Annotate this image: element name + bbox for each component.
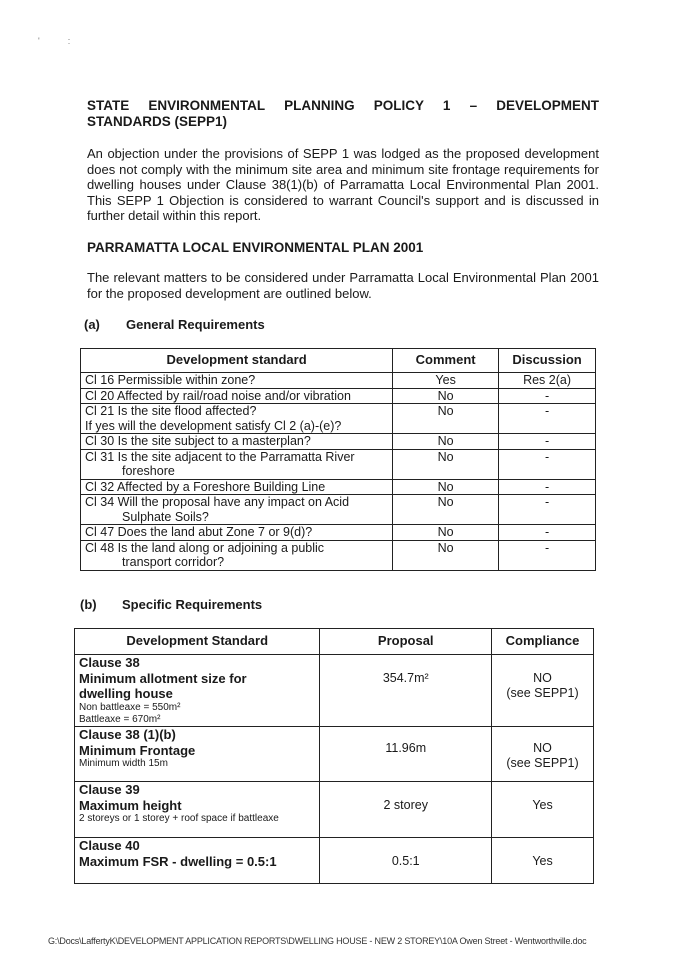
standard-cell: Cl 31 Is the site adjacent to the Parramatta River foreshore: [81, 449, 393, 479]
sepp1-paragraph: An objection under the provisions of SEPP 1 was lodged as the proposed development does not comply with the minimum site area and minimum site frontage requirements for dwelling houses under Clause 38(1)(b) of Parramatta Local Environmental Plan 2001. This SEPP 1 Objection is considered to warrant Council's support and is discussed in further detail within this report.: [87, 146, 599, 223]
section-title: General Requirements: [126, 317, 265, 332]
table-row: [81, 404, 596, 434]
standard-cell: Clause 38 Minimum allotment size for dwelling house Non battleaxe = 550m² Battleaxe = 670m²: [75, 655, 320, 727]
table-row: [81, 479, 596, 495]
general-requirements-heading: [84, 317, 265, 332]
table-row: [81, 373, 596, 389]
standard-cell: Cl 47 Does the land abut Zone 7 or 9(d)?: [81, 525, 393, 541]
column-header: Development standard: [81, 349, 393, 373]
table-header-row: [75, 629, 594, 655]
standard-cell: Clause 40 Maximum FSR - dwelling = 0.5:1: [75, 838, 320, 884]
standard-cell: Cl 20 Affected by rail/road noise and/or vibration: [81, 388, 393, 404]
standard-cell: Clause 38 (1)(b) Minimum Frontage Minimum width 15m: [75, 727, 320, 782]
proposal-cell: 11.96m: [320, 727, 492, 782]
section-label: (a): [84, 317, 100, 332]
column-header: Comment: [393, 349, 499, 373]
compliance-cell: Yes: [492, 838, 594, 884]
standard-cell: Cl 48 Is the land along or adjoining a public transport corridor?: [81, 540, 393, 570]
table-row: [75, 782, 594, 838]
page-mark: ': [38, 36, 68, 46]
comment-cell: No: [393, 449, 499, 479]
specific-requirements-table: [74, 628, 594, 884]
compliance-cell: Yes: [492, 782, 594, 838]
general-requirements-table: [80, 348, 596, 571]
table-row: [81, 525, 596, 541]
discussion-cell: -: [499, 525, 596, 541]
proposal-cell: 354.7m²: [320, 655, 492, 727]
standard-cell: Clause 39 Maximum height 2 storeys or 1 storey + roof space if battleaxe: [75, 782, 320, 838]
section-title: Specific Requirements: [122, 597, 263, 612]
footer-file-path: G:\Docs\LaffertyK\DEVELOPMENT APPLICATION REPORTS\DWELLING HOUSE - NEW 2 STOREY\10A Owen Street - Wentworthville.doc: [48, 936, 587, 946]
sepp1-heading-line2: STANDARDS (SEPP1): [87, 114, 228, 129]
page-mark: :: [67, 36, 99, 46]
comment-cell: No: [393, 495, 499, 525]
comment-cell: No: [393, 388, 499, 404]
comment-cell: No: [393, 434, 499, 450]
plep-paragraph: The relevant matters to be considered under Parramatta Local Environmental Plan 2001 for the proposed development are outlined below.: [87, 270, 599, 301]
section-label: (b): [80, 597, 97, 612]
comment-cell: Yes: [393, 373, 499, 389]
table-row: [75, 655, 594, 727]
column-header: Development Standard: [75, 629, 320, 655]
proposal-cell: 0.5:1: [320, 838, 492, 884]
discussion-cell: -: [499, 495, 596, 525]
table-header-row: [81, 349, 596, 373]
discussion-cell: -: [499, 434, 596, 450]
standard-cell: Cl 16 Permissible within zone?: [81, 373, 393, 389]
standard-cell: Cl 32 Affected by a Foreshore Building Line: [81, 479, 393, 495]
column-header: Proposal: [320, 629, 492, 655]
column-header: Discussion: [499, 349, 596, 373]
table-row: [75, 838, 594, 884]
comment-cell: No: [393, 404, 499, 434]
discussion-cell: -: [499, 540, 596, 570]
table-row: [81, 388, 596, 404]
comment-cell: No: [393, 525, 499, 541]
standard-cell: Cl 34 Will the proposal have any impact on Acid Sulphate Soils?: [81, 495, 393, 525]
compliance-cell: NO (see SEPP1): [492, 655, 594, 727]
table-row: [81, 540, 596, 570]
discussion-cell: -: [499, 404, 596, 434]
table-row: [81, 434, 596, 450]
discussion-cell: -: [499, 388, 596, 404]
column-header: Compliance: [492, 629, 594, 655]
comment-cell: No: [393, 479, 499, 495]
compliance-cell: NO (see SEPP1): [492, 727, 594, 782]
standard-cell: Cl 21 Is the site flood affected? If yes will the development satisfy Cl 2 (a)-(e)?: [81, 404, 393, 434]
discussion-cell: -: [499, 479, 596, 495]
page-marks: [38, 36, 98, 46]
discussion-cell: Res 2(a): [499, 373, 596, 389]
plep-heading: PARRAMATTA LOCAL ENVIRONMENTAL PLAN 2001: [87, 240, 424, 255]
proposal-cell: 2 storey: [320, 782, 492, 838]
table-row: [75, 727, 594, 782]
comment-cell: No: [393, 540, 499, 570]
specific-requirements-heading: [80, 597, 262, 612]
sepp1-heading-line1: STATE ENVIRONMENTAL PLANNING POLICY 1 – DEVELOPMENT: [87, 98, 599, 113]
table-row: [81, 449, 596, 479]
standard-cell: Cl 30 Is the site subject to a masterplan?: [81, 434, 393, 450]
discussion-cell: -: [499, 449, 596, 479]
table-row: [81, 495, 596, 525]
